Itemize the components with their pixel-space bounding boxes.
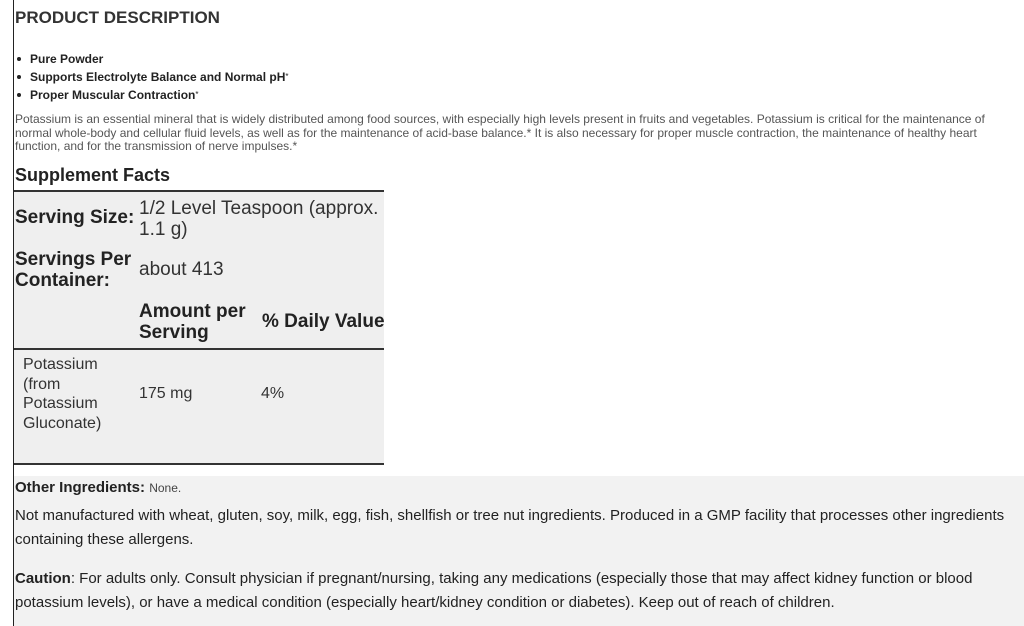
table-divider (14, 348, 384, 350)
list-item (17, 70, 289, 88)
nutrient-amount: 175 mg (139, 385, 193, 402)
feature-text: Proper Muscular Contraction (30, 88, 196, 102)
caution-label: Caution (15, 570, 71, 587)
servings-per-container-label: Servings Per Container: (15, 249, 132, 291)
amount-per-serving-header: Amount per Serving (139, 301, 246, 343)
allergen-note: Not manufactured with wheat, gluten, soy, milk, egg, fish, shellfish or tree nut ingredients. Produced in a GMP facility that processes other ingredients containing these allergens. (15, 507, 1005, 548)
caution-text: : For adults only. Consult physician if pregnant/nursing, taking any medications (especially those that may affect kidney function or blood potassium levels), or have a medical condition (especially heart/kidney condition or diabetes). Keep out of reach of children. (15, 570, 973, 611)
serving-size-value: 1/2 Level Teaspoon (approx. 1.1 g) (139, 198, 379, 240)
serving-size-label: Serving Size: (15, 207, 135, 228)
bullet-dot-icon (17, 93, 21, 97)
bullet-dot-icon (17, 75, 21, 79)
other-ingredients-label: Other Ingredients: (15, 479, 146, 496)
bullet-dot-icon (17, 57, 21, 61)
servings-per-container-value: about 413 (139, 259, 224, 280)
caution-note (15, 567, 1015, 615)
feature-text: Pure Powder (30, 52, 104, 66)
daily-value-header: % Daily Value (262, 311, 385, 332)
feature-text: Supports Electrolyte Balance and Normal pH (30, 70, 286, 84)
section-heading: PRODUCT DESCRIPTION (15, 8, 220, 27)
product-description: Potassium is an essential mineral that is widely distributed among food sources, with especially high levels present in fruits and vegetables. Potassium is critical for the maintenance of normal whole-body and cellular fluid levels, as well as for the maintenance of acid-base balance.* It is also necessary for proper muscle contraction, the maintenance of healthy heart function, and for the transmission of nerve impulses.* (15, 112, 985, 153)
nutrient-daily-value: 4% (261, 385, 285, 402)
other-ingredients (15, 479, 181, 496)
other-ingredients-value: None. (149, 481, 182, 495)
supplement-facts-title: Supplement Facts (15, 165, 171, 185)
footnote-mark: * (285, 72, 289, 81)
list-item (17, 88, 289, 106)
footnote-mark: * (195, 90, 199, 99)
list-item (17, 52, 289, 70)
feature-list (17, 52, 289, 106)
nutrient-name: Potassium (from Potassium Gluconate) (23, 356, 102, 432)
